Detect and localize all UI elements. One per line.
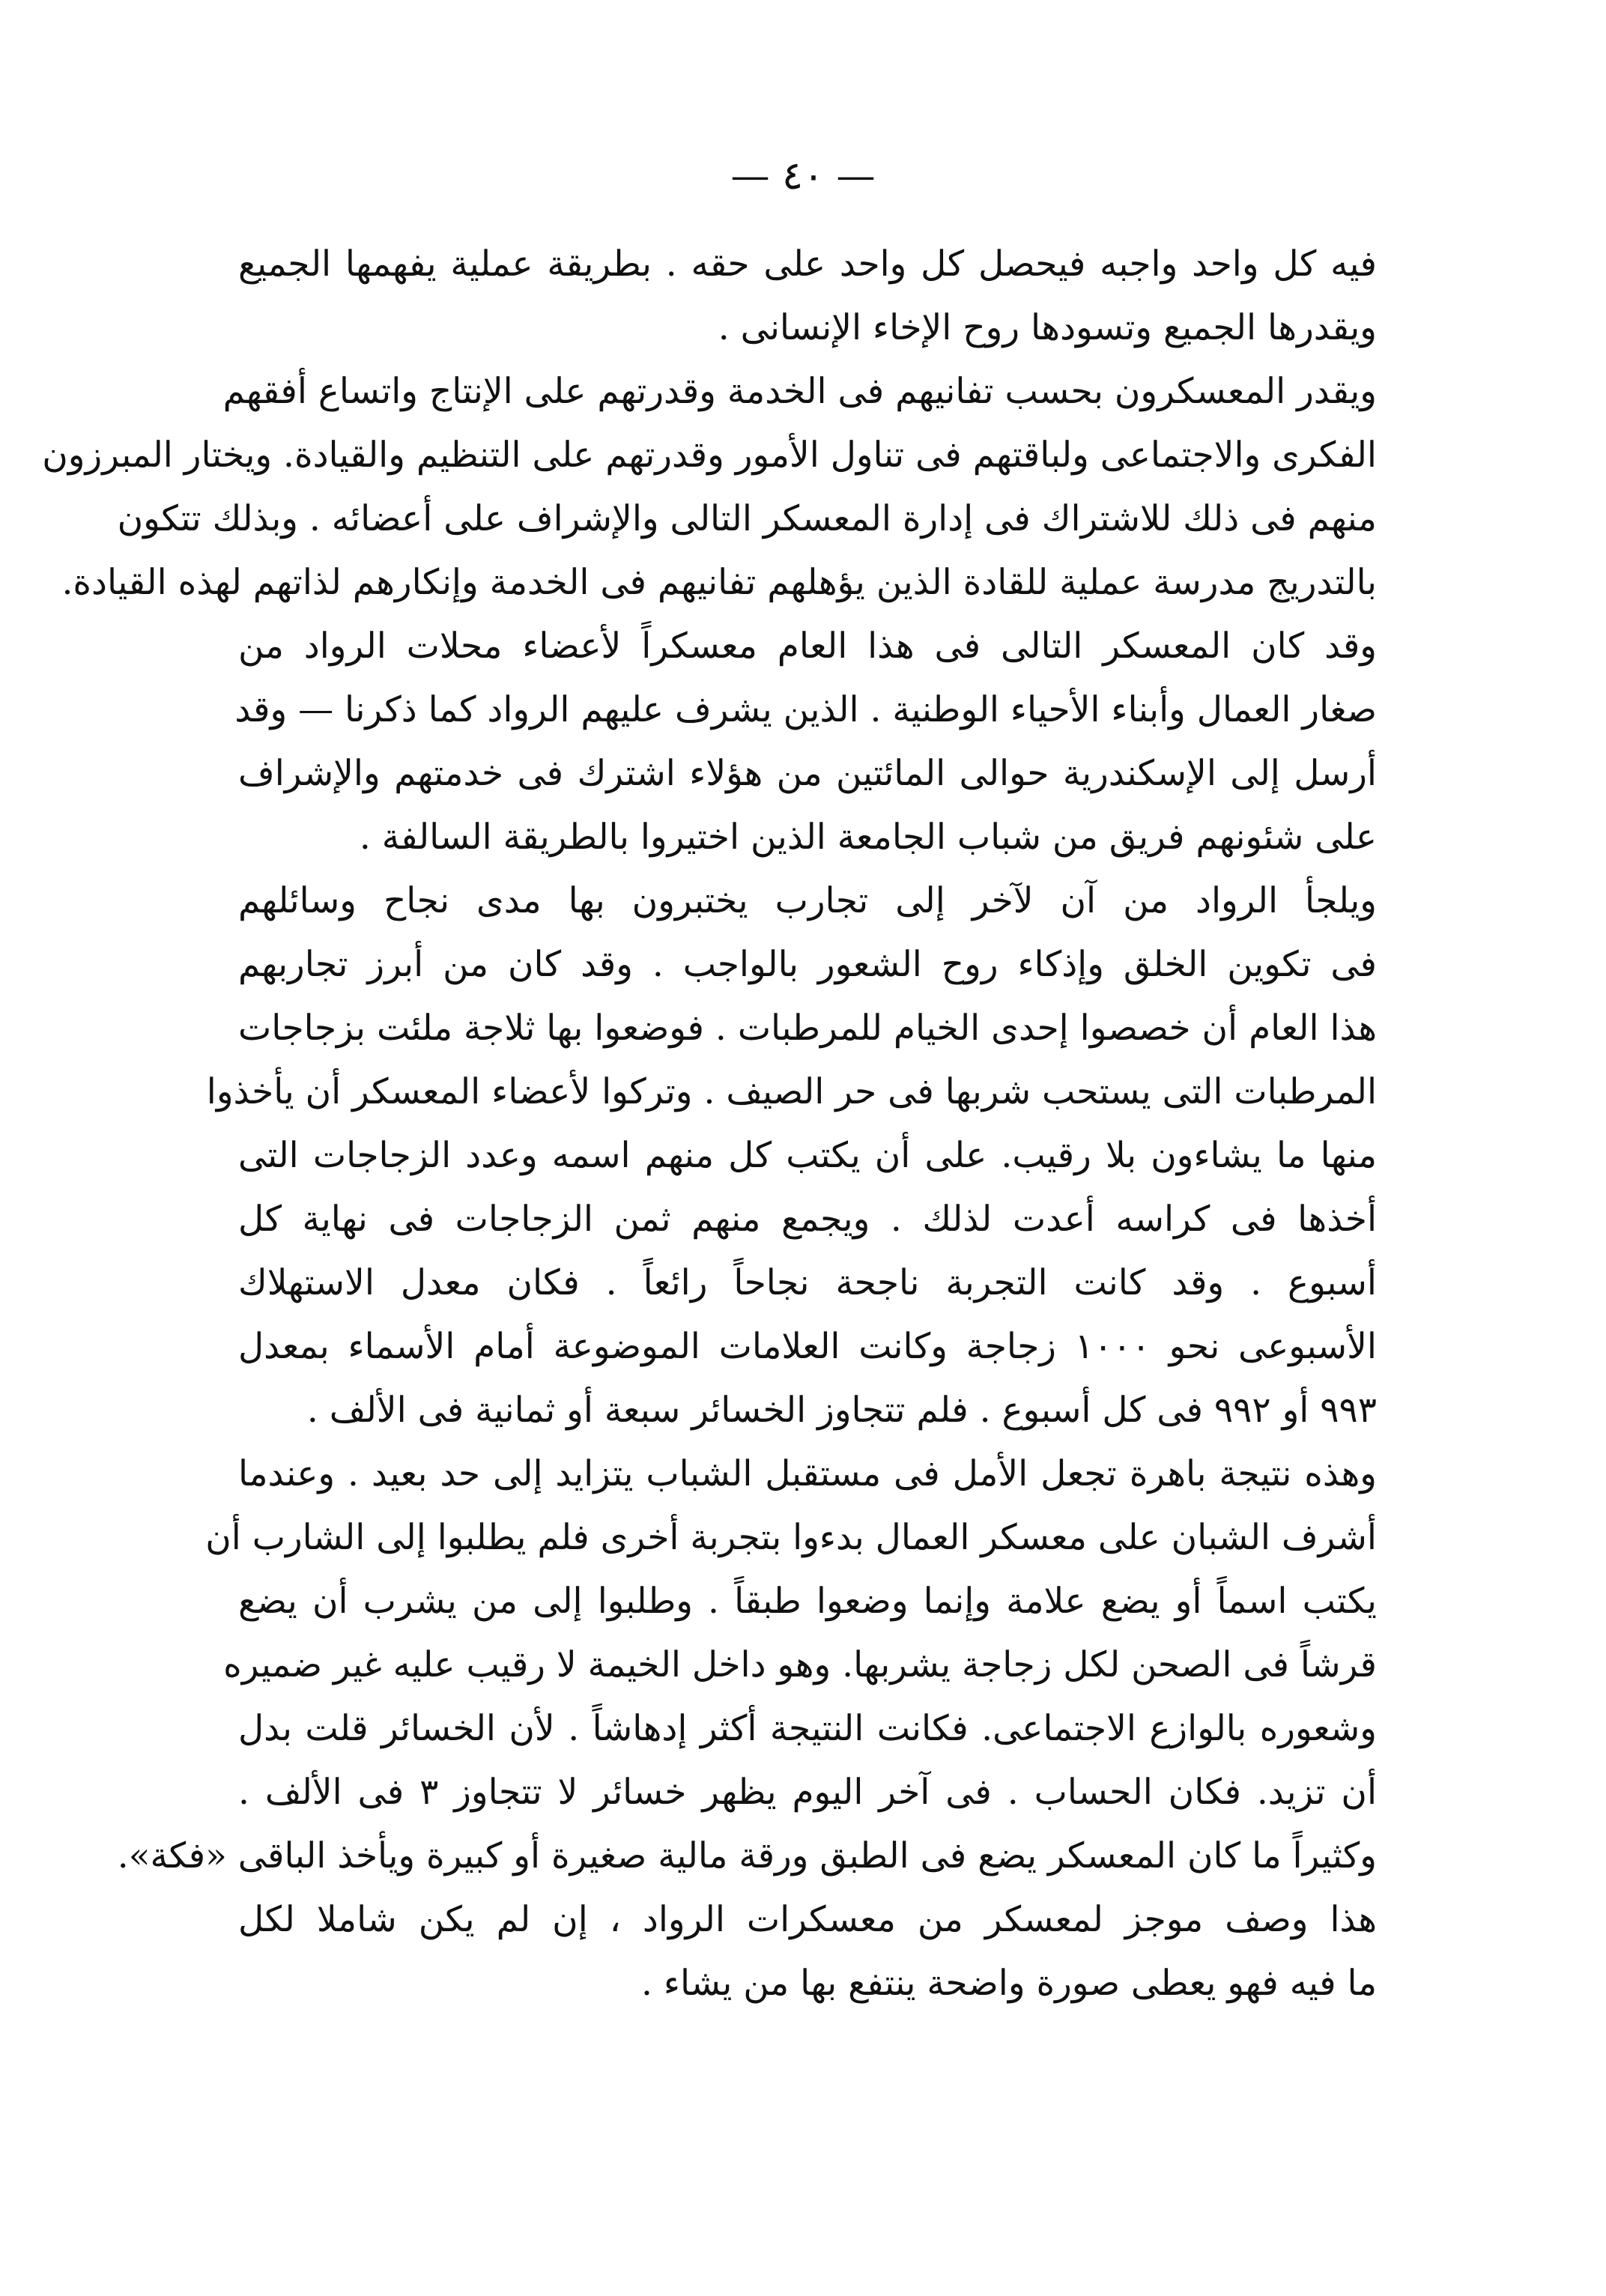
text-line: هذا العام أن خصصوا إحدى الخيام للمرطبات . فوضعوا بها ثلاجة ملئت بزجاجات — [238, 1008, 1377, 1049]
text-line: صغار العمال وأبناء الأحياء الوطنية . الذين يشرف عليهم الرواد كما ذكرنا — وقد — [234, 689, 1377, 730]
text-line: أسبوع . وقد كانت التجربة ناجحة نجاحاً رائعاً . فكان معدل الاستهلاك — [238, 1262, 1377, 1303]
text-line: ٩٩٣ أو ٩٩٢ فى كل أسبوع . فلم تتجاوز الخسائر سبعة أو ثمانية فى الألف . — [306, 1390, 1377, 1431]
text-line: منها ما يشاءون بلا رقيب. على أن يكتب كل منهم اسمه وعدد الزجاجات التى — [238, 1135, 1377, 1176]
text-line: قرشاً فى الصحن لكل زجاجة يشربها. وهو داخل الخيمة لا رقيب عليه غير ضميره — [223, 1644, 1377, 1685]
text-line: المرطبات التى يستحب شربها فى حر الصيف . وتركوا لأعضاء المعسكر أن يأخذوا — [206, 1071, 1377, 1112]
text-line: أرسل إلى الإسكندرية حوالى المائتين من هؤلاء اشترك فى خدمتهم والإشراف — [238, 753, 1377, 794]
text-line: ويقدر المعسكرون بحسب تفانيهم فى الخدمة وقدرتهم على الإنتاج واتساع أفقهم — [222, 371, 1377, 412]
text-line: بالتدريج مدرسة عملية للقادة الذين يؤهلهم تفانيهم فى الخدمة وإنكارهم لذاتهم لهذه القيادة. — [61, 562, 1377, 603]
text-line: أخذها فى كراسه أعدت لذلك . ويجمع منهم ثمن الزجاجات فى نهاية كل — [238, 1199, 1377, 1240]
text-line: وهذه نتيجة باهرة تجعل الأمل فى مستقبل الشباب يتزايد إلى حد بعيد . وعندما — [238, 1453, 1377, 1494]
text-line: ما فيه فهو يعطى صورة واضحة ينتفع بها من يشاء . — [641, 1963, 1377, 2004]
body-text — [42, 232, 1377, 2015]
text-line: أن تزيد. فكان الحساب . فى آخر اليوم يظهر خسائر لا تتجاوز ٣ فى الألف . — [238, 1772, 1377, 1813]
text-line: يكتب اسماً أو يضع علامة وإنما وضعوا طبقاً . وطلبوا إلى من يشرب أن يضع — [238, 1581, 1377, 1622]
text-line: الفكرى والاجتماعى ولباقتهم فى تناول الأمور وقدرتهم على التنظيم والقيادة. ويختار المبرزون — [42, 434, 1377, 476]
text-line: ويقدرها الجميع وتسودها روح الإخاء الإنسانى . — [718, 307, 1377, 348]
text-line: هذا وصف موجز لمعسكر من معسكرات الرواد ، إن لم يكن شاملا لكل — [238, 1899, 1377, 1940]
text-line: أشرف الشبان على معسكر العمال بدءوا بتجربة أخرى فلم يطلبوا إلى الشارب أن — [205, 1517, 1377, 1558]
text-line: ويلجأ الرواد من آن لآخر إلى تجارب يختبرون بها مدى نجاح وسائلهم — [238, 880, 1377, 921]
text-line: منهم فى ذلك للاشتراك فى إدارة المعسكر التالى والإشراف على أعضائه . وبذلك تتكون — [117, 498, 1377, 539]
text-line: فيه كل واحد واجبه فيحصل كل واحد على حقه . بطريقة عملية يفهمها الجميع — [238, 243, 1377, 285]
text-line: وقد كان المعسكر التالى فى هذا العام معسكراً لأعضاء محلات الرواد من — [238, 626, 1377, 667]
text-line: وشعوره بالوازع الاجتماعى. فكانت النتيجة أكثر إدهاشاً . لأن الخسائر قلت بدل — [238, 1708, 1377, 1749]
page-number: — ٤٠ — — [730, 154, 876, 199]
text-line: فى تكوين الخلق وإذكاء روح الشعور بالواجب . وقد كان من أبرز تجاربهم — [238, 944, 1377, 985]
text-line: على شئونهم فريق من شباب الجامعة الذين اختيروا بالطريقة السالفة . — [359, 817, 1377, 858]
text-line: الأسبوعى نحو ١٠٠٠ زجاجة وكانت العلامات الموضوعة أمام الأسماء بمعدل — [238, 1326, 1377, 1367]
text-line: وكثيراً ما كان المعسكر يضع فى الطبق ورقة مالية صغيرة أو كبيرة ويأخذ الباقى «فكة». — [117, 1835, 1377, 1877]
